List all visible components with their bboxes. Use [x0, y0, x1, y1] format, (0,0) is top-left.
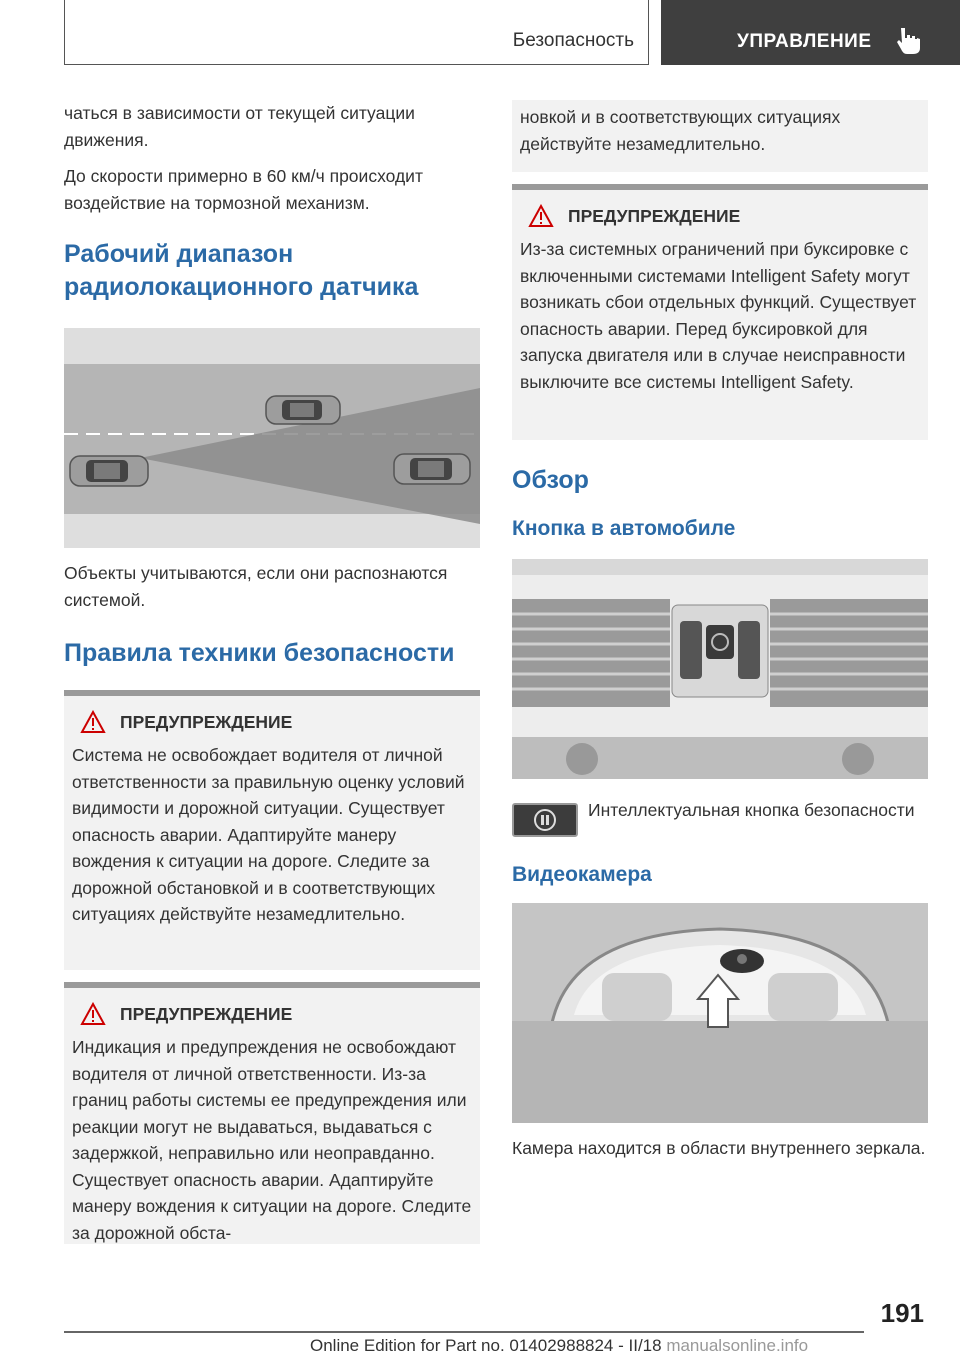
warning-box-3: [512, 184, 928, 440]
car-ahead-icon: [394, 454, 470, 484]
radar-range-figure: [64, 328, 480, 548]
heading-safety-rules: Правила техники безопасности: [64, 639, 455, 667]
heading-camera: Видеокамера: [512, 863, 652, 886]
footer-divider: [64, 1331, 864, 1333]
warning-title: ПРЕДУПРЕЖДЕНИЕ: [120, 711, 293, 732]
button-caption: Интеллектуальная кнопка безопасности: [588, 800, 915, 820]
warning-text-cont: новкой и в соответствующих ситуациях действуйте незамедлительно.: [520, 107, 841, 154]
right-column: [512, 100, 928, 1162]
caption-range: Объекты учитываются, если они распознаются системой.: [64, 563, 448, 610]
warning-triangle-icon: [80, 710, 106, 734]
button-caption-row: [512, 797, 928, 837]
header-chapter-tab: [661, 0, 960, 65]
left-column: [64, 100, 480, 1244]
camera-caption: Камера находится в области внутреннего зеркала.: [512, 1138, 926, 1158]
footer-watermark: manualsonline.info: [666, 1336, 809, 1355]
warning-text: Система не освобождает водителя от личной ответственности за правильную оценку условий видимости и дорожной ситуации. Существует опасность аварии. Адаптируйте манеру вождения к ситуации на дороге. Следите за дорожной обстановкой и в соответствующих ситуациях действуйте незамедлительно.: [72, 745, 465, 924]
warning-box-cont: [512, 100, 928, 172]
warning-box-2: [64, 982, 480, 1244]
warning-text: Индикация и предупреждения не освобождают водителя от личной ответственности. Из-за границ работы системы ее предупреждения или реакции могут не выдаваться, выдаваться с задержкой, неправильно или неоправданно. Существует опасность аварии. Адаптируйте манеру вождения к ситуации на дороге. Следите за дорожной обста-: [72, 1037, 472, 1243]
header-section-title: Безопасность: [512, 30, 634, 51]
heading-button-in-car: Кнопка в автомобиле: [512, 517, 736, 540]
header-chapter-title: УПРАВЛЕНИЕ: [737, 31, 872, 52]
camera-figure: [512, 903, 928, 1123]
warning-triangle-icon: [528, 204, 554, 228]
footer-edition-text: Online Edition for Part no. 01402988824 - II/18: [310, 1336, 662, 1355]
hand-pointer-icon: [895, 24, 923, 56]
paragraph-speed: До скорости примерно в 60 км/ч происходит воздействие на тормозной механизм.: [64, 166, 423, 213]
warning-title: ПРЕДУПРЕЖДЕНИЕ: [120, 1003, 293, 1024]
footer-edition: [310, 1336, 808, 1356]
header-section-tab: [64, 0, 649, 65]
warning-title: ПРЕДУПРЕЖДЕНИЕ: [568, 205, 741, 226]
button-in-car-figure: [512, 559, 928, 779]
warning-box-1: [64, 690, 480, 970]
page-number: 191: [880, 1298, 924, 1328]
warning-triangle-icon: [80, 1002, 106, 1026]
heading-overview: Обзор: [512, 466, 589, 494]
warning-text: Из-за системных ограничений при буксировке с включенными системами Intelligent Safety могут возникать сбои отдельных функций. Существует опасность аварии. Перед буксировкой для запуска двигателя или в случае неисправности выключите все системы Intelligent Safety.: [520, 239, 917, 392]
safety-button-icon: [512, 803, 578, 837]
car-own-icon: [70, 456, 148, 486]
paragraph-cont: чаться в зависимости от текущей ситуации движения.: [64, 103, 415, 150]
heading-sensor-range: Рабочий диапазон радиолокационного датчика: [64, 240, 419, 301]
car-front-icon: [266, 396, 340, 424]
